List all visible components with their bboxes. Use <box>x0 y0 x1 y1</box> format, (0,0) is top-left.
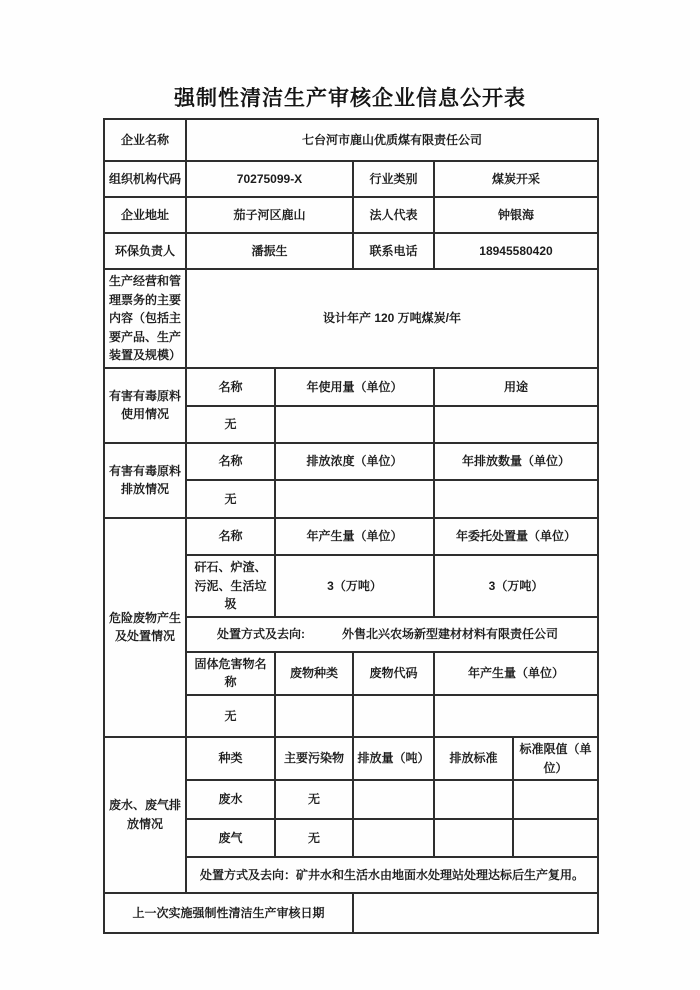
production-scope-label: 生产经营和管理票务的主要内容（包括主要产品、生产装置及规模） <box>104 269 186 368</box>
toxic-discharge-header-annual-amount: 年排放数量（单位） <box>434 443 598 480</box>
wastewater-type-value: 废水 <box>186 780 275 819</box>
company-name-value: 七台河市鹿山优质煤有限责任公司 <box>186 119 598 161</box>
wastewater-standard-value <box>434 780 513 819</box>
env-officer-value: 潘振生 <box>186 233 353 269</box>
page-title: 强制性清洁生产审核企业信息公开表 <box>174 87 526 110</box>
phone-value: 18945580420 <box>434 233 598 269</box>
hazardous-waste-header-entrusted: 年委托处置量（单位） <box>434 518 598 555</box>
emissions-header-pollutant: 主要污染物 <box>275 737 353 780</box>
wastegas-type-value: 废气 <box>186 819 275 857</box>
toxic-use-header-purpose: 用途 <box>434 368 598 406</box>
solid-waste-annual-output-value <box>434 695 598 737</box>
legal-rep-label: 法人代表 <box>353 197 434 233</box>
emissions-disposal-row: 处置方式及去向：矿井水和生活水由地面水处理站处理达标后生产复用。 <box>186 857 598 893</box>
toxic-use-annual-use-value <box>275 406 434 443</box>
wastegas-standard-value <box>434 819 513 857</box>
address-value: 茄子河区鹿山 <box>186 197 353 233</box>
toxic-discharge-section-label: 有害有毒原料排放情况 <box>104 443 186 518</box>
toxic-discharge-annual-amount-value <box>434 480 598 518</box>
hazardous-waste-disposal-row <box>186 617 598 652</box>
solid-waste-type-value <box>275 695 353 737</box>
hazardous-waste-header-name: 名称 <box>186 518 275 555</box>
toxic-use-purpose-value <box>434 406 598 443</box>
hazardous-waste-annual-output-value: 3（万吨） <box>275 555 434 617</box>
address-label: 企业地址 <box>104 197 186 233</box>
hazardous-waste-name-value: 矸石、炉渣、污泥、生活垃圾 <box>186 555 275 617</box>
emissions-header-standard: 排放标准 <box>434 737 513 780</box>
solid-waste-header-type: 废物种类 <box>275 652 353 695</box>
company-name-label: 企业名称 <box>104 119 186 161</box>
toxic-discharge-header-concentration: 排放浓度（单位） <box>275 443 434 480</box>
toxic-use-section-label: 有害有毒原料使用情况 <box>104 368 186 443</box>
solid-waste-header-name: 固体危害物名称 <box>186 652 275 695</box>
hazardous-waste-section-label: 危险废物产生及处置情况 <box>104 518 186 737</box>
solid-waste-code-value <box>353 695 434 737</box>
disclosure-table <box>103 118 599 934</box>
phone-label: 联系电话 <box>353 233 434 269</box>
hazardous-waste-disposal-label: 处置方式及去向: <box>217 626 305 641</box>
wastegas-amount-value <box>353 819 434 857</box>
hazardous-waste-disposal-value: 外售北兴农场新型建材材料有限责任公司 <box>341 626 558 641</box>
wastegas-limit-value <box>513 819 598 857</box>
solid-waste-name-value: 无 <box>186 695 275 737</box>
hazardous-waste-header-annual-output: 年产生量（单位） <box>275 518 434 555</box>
wastewater-limit-value <box>513 780 598 819</box>
emissions-section-label: 废水、废气排放情况 <box>104 737 186 893</box>
emissions-header-limit: 标准限值（单位） <box>513 737 598 780</box>
org-code-value: 70275099-X <box>186 161 353 197</box>
toxic-discharge-header-name: 名称 <box>186 443 275 480</box>
legal-rep-value: 钟银海 <box>434 197 598 233</box>
org-code-label: 组织机构代码 <box>104 161 186 197</box>
emissions-header-amount: 排放量（吨） <box>353 737 434 780</box>
hazardous-waste-entrusted-value: 3（万吨） <box>434 555 598 617</box>
emissions-header-type: 种类 <box>186 737 275 780</box>
toxic-discharge-concentration-value <box>275 480 434 518</box>
wastewater-amount-value <box>353 780 434 819</box>
wastegas-pollutant-value: 无 <box>275 819 353 857</box>
toxic-use-name-value: 无 <box>186 406 275 443</box>
env-officer-label: 环保负责人 <box>104 233 186 269</box>
production-scope-value: 设计年产 120 万吨煤炭/年 <box>186 269 598 368</box>
toxic-discharge-name-value: 无 <box>186 480 275 518</box>
industry-label: 行业类别 <box>353 161 434 197</box>
solid-waste-header-annual-output: 年产生量（单位） <box>434 652 598 695</box>
toxic-use-header-annual-use: 年使用量（单位） <box>275 368 434 406</box>
last-audit-label: 上一次实施强制性清洁生产审核日期 <box>104 893 353 933</box>
last-audit-value <box>353 893 598 933</box>
solid-waste-header-code: 废物代码 <box>353 652 434 695</box>
toxic-use-header-name: 名称 <box>186 368 275 406</box>
wastewater-pollutant-value: 无 <box>275 780 353 819</box>
industry-value: 煤炭开采 <box>434 161 598 197</box>
